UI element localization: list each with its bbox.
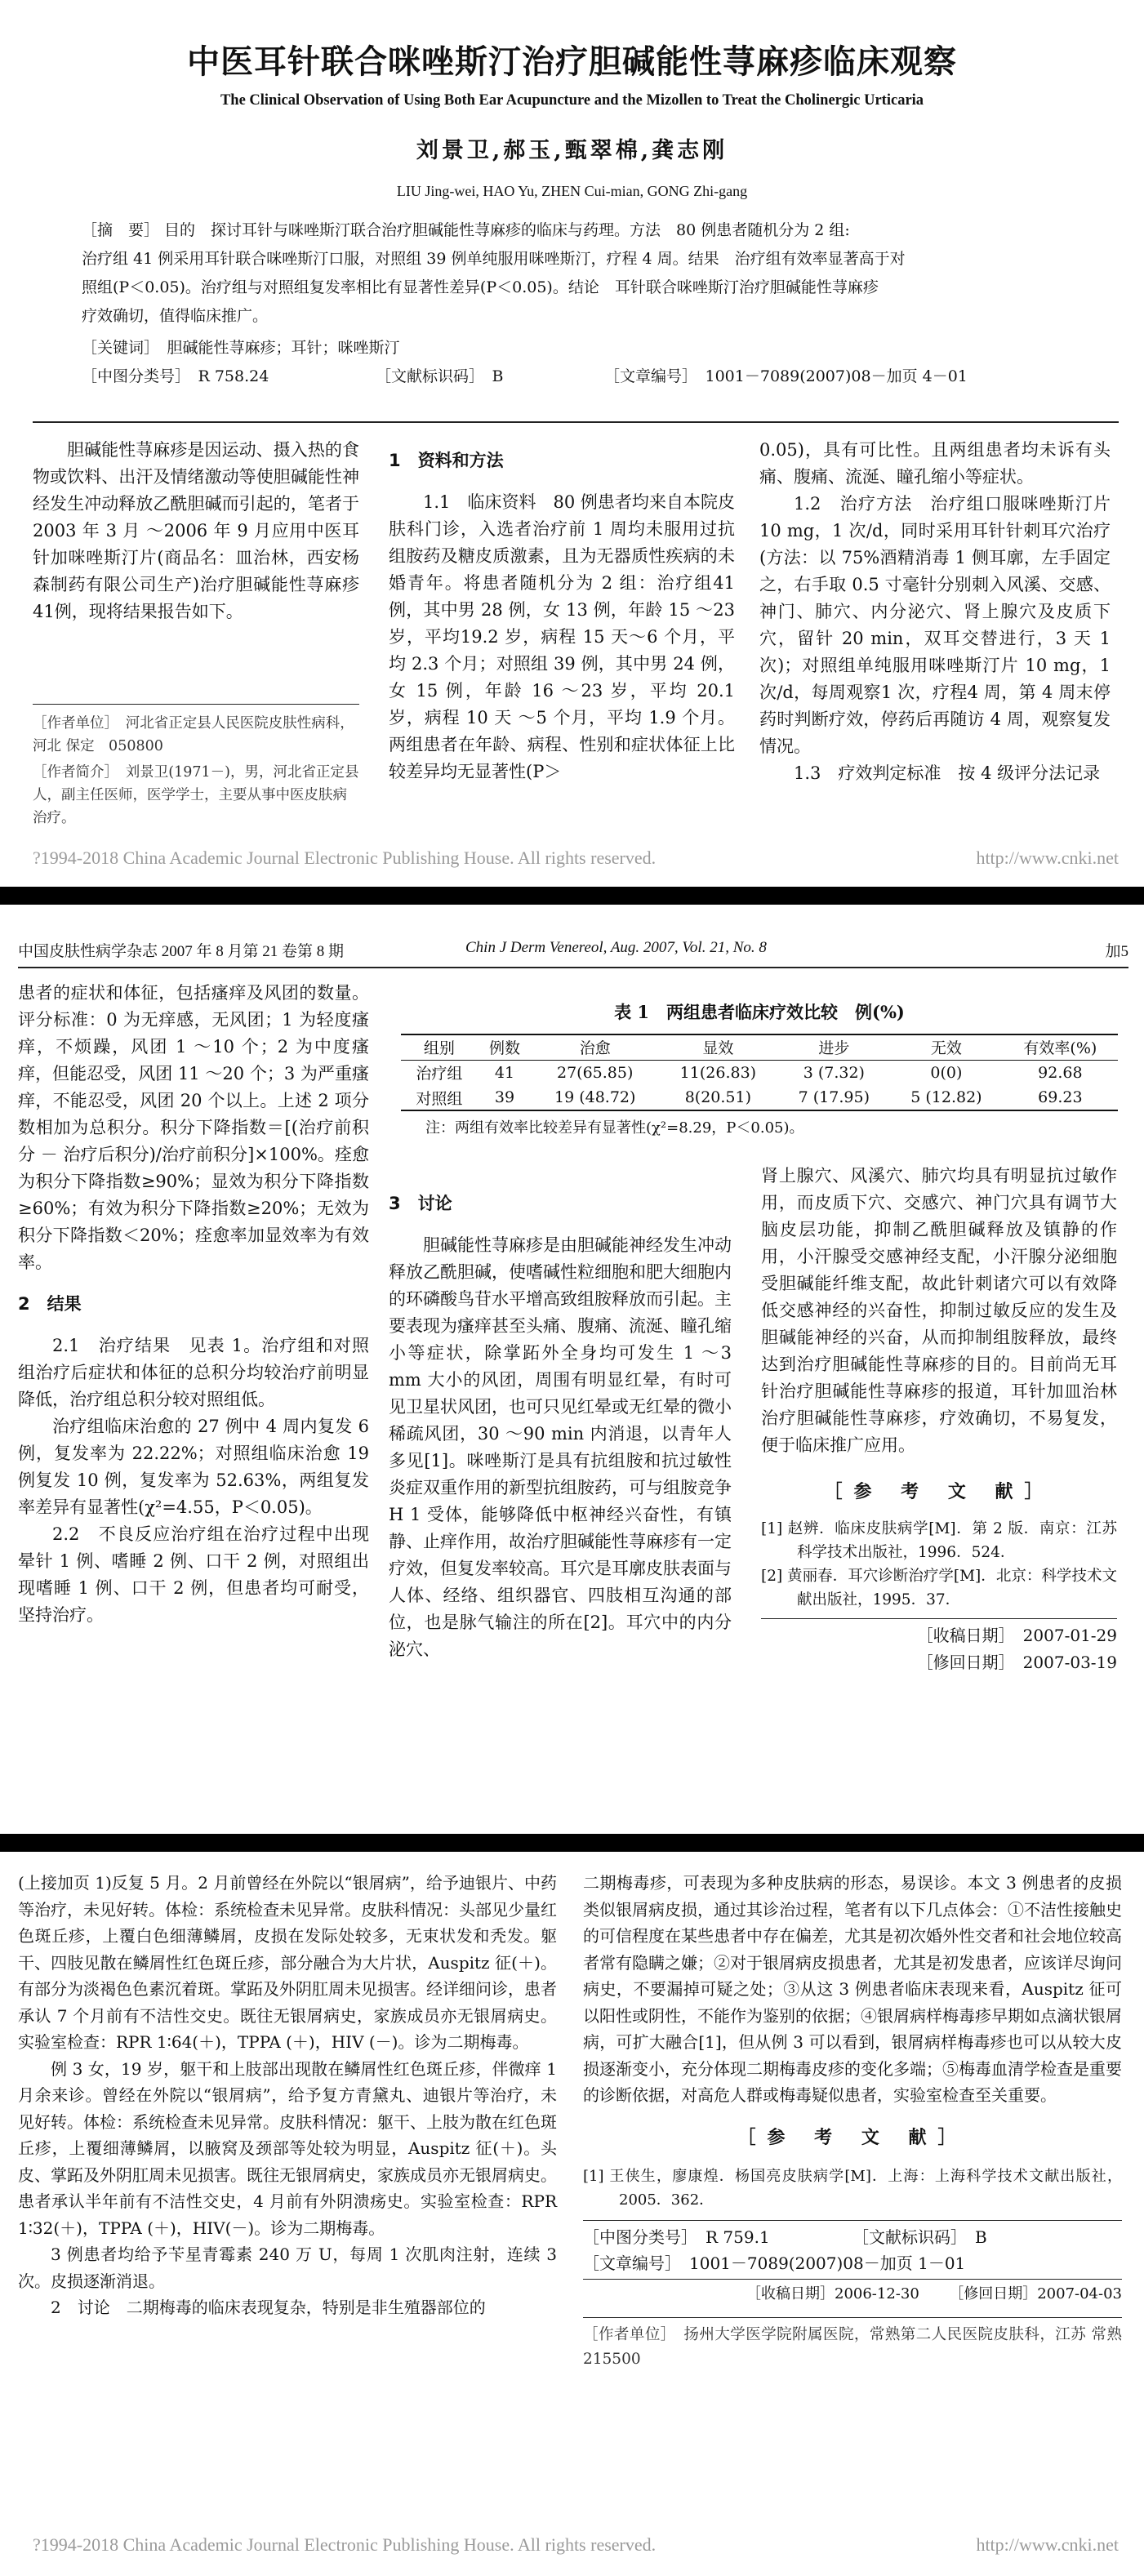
article-title: 中医耳针联合咪唑斯汀治疗胆碱能性荨麻疹临床观察	[187, 42, 957, 81]
article-number: ［文章编号］ 1001－7089(2007)08－加页 1－01	[583, 2253, 966, 2273]
abstract	[82, 216, 1070, 391]
paragraph: 1.3 疗效判定标准 按 4 级评分法记录	[794, 763, 1101, 783]
table-cell: 69.23	[1038, 1088, 1083, 1106]
table-header: 组别	[423, 1039, 455, 1058]
paragraph: 1.1 临床资料 80 例患者均来自本院皮肤科门诊，入选者治疗前 1 周均未服用过抗组胺药及糖皮质激素，且为无器质性疾病的未婚青年。将患者随机分为 2 组：治疗组41 例，其中男 28 例，女 13 例，年龄 15 ～23 岁，平均19.2 岁，病程 15 天～6 个月，平均 2.3 个月；对照组 39 例，其中男 24 例，女 15 例，年龄 16 ～23 岁，平均 20.1 岁，病程 10 天 ～5 个月，平均 1.9 个月。两组患者在年龄、病程、性别和症状体征上比较差异均无显著性(P＞	[389, 492, 735, 781]
reference-item: [1] 王侠生，廖康煌．杨国亮皮肤病学[M]．上海：上海科学技术文献出版社，2005．362．	[583, 2168, 1122, 2209]
table-row	[401, 1085, 1118, 1110]
table-note: 注：两组有效率比较差异有显著性(χ²=8.29，P＜0.05)。	[425, 1119, 804, 1137]
page-number: 加5	[1105, 943, 1128, 960]
results-table	[401, 999, 1118, 1137]
divider	[583, 2279, 1122, 2280]
received-date: ［收稿日期］2006-12-30	[746, 2285, 919, 2302]
column-1	[18, 980, 369, 1629]
table-row	[401, 1060, 1118, 1085]
abstract-line: ［摘 要］ 目的 探讨耳针与咪唑斯汀联合治疗胆碱能性荨麻疹的临床与药理。方法 80 例患者随机分为 2 组:	[82, 221, 850, 239]
page-3	[0, 1852, 1144, 2576]
abstract-line: 疗效确切，值得临床推广。	[82, 307, 269, 325]
table-cell: 92.68	[1038, 1063, 1083, 1082]
paragraph: 肾上腺穴、风溪穴、肺穴均具有明显抗过敏作用，而皮质下穴、交感穴、神门穴具有调节大脑皮层功能，抑制乙酰胆碱释放及镇静的作用，小汗腺受交感神经支配，小汗腺分泌细胞受胆碱能纤维支配，故此针刺诸穴可以有效降低交感神经的兴奋性，抑制过敏反应的发生及胆碱能神经的兴奋，从而抑制组胺释放，最终达到治疗胆碱能性荨麻疹的目的。目前尚无耳针治疗胆碱能性荨麻疹的报道，耳针加皿治林治疗胆碱能性荨麻疹，疗效确切，不易复发，便于临床推广应用。	[761, 1166, 1117, 1455]
section-heading: 3 讨论	[389, 1194, 452, 1213]
table-header: 有效率(%)	[1023, 1039, 1097, 1058]
header-rule	[18, 967, 1128, 968]
watermark-text: ?1994-2018 China Academic Journal Electronic Publishing House. All rights reserved.	[33, 2534, 657, 2555]
table-caption: 表 1 两组患者临床疗效比较 例(%)	[614, 1002, 905, 1022]
divider	[33, 421, 1119, 423]
watermark-url: http://www.cnki.net	[976, 848, 1119, 868]
page-2	[0, 905, 1144, 1834]
watermark-text: ?1994-2018 China Academic Journal Electronic Publishing House. All rights reserved.	[33, 848, 657, 868]
article-number: ［文章编号］ 1001－7089(2007)08－加页 4－01	[604, 367, 968, 385]
footnote	[33, 712, 359, 830]
column-3	[761, 1163, 1117, 1676]
paragraph: 二期梅毒疹，可表现为多种皮肤病的形态，易误诊。本文 3 例患者的皮损类似银屑病皮损，通过其诊治过程，笔者有以下几点体会：①不洁性接触史的可信程度在某些患者中存在偏差，尤其是初次婚外性交者和社会地位较高者常有隐瞒之嫌；②对于银屑病皮损患者，尤其是初发患者，应该详尽询问病史，不要漏掉可疑之处；③从这 3 例患者临床表现来看，Auspitz 征可以阳性或阴性，不能作为鉴别的依据；④银屑病样梅毒疹早期如点滴状银屑病，可扩大融合[1]，但从例 3 可以看到，银屑病样梅毒疹也可以从较大皮损逐渐变小，充分体现二期梅毒皮疹的变化多端；⑤梅毒血清学检查是重要的诊断依据，对高危人群或梅毒疑似患者，实验室检查至关重要。	[583, 1873, 1122, 2105]
paragraph: 0.05)，具有可比性。且两组患者均未诉有头痛、腹痛、流涎、瞳孔缩小等症状。	[759, 440, 1111, 487]
paragraph: 例 3 女，19 岁，躯干和上肢部出现散在鳞屑性红色斑丘疹，伴微痒 1 月余来诊。曾经在外院以“银屑病”，给予复方青黛丸、迪银片等治疗，未见好转。体检：系统检查未见异常。皮肤科情况：躯干、上肢为散在红色斑丘疹，上覆细薄鳞屑，以腋窝及颈部等处较为明显，Auspitz 征(＋)。头皮、掌跖及外阴肛周未见损害。既往无银屑病史，家族成员亦无银屑病史。患者承认半年前有不洁性交史，4 月前有外阴溃疡史。实验室检查：RPR 1∶32(＋)，TPPA (＋)，HIV(－)。诊为二期梅毒。	[18, 2058, 557, 2238]
table-cell: 对照组	[416, 1089, 463, 1108]
abstract-line: 照组(P＜0.05)。治疗组与对照组复发率相比有显著性差异(P＜0.05)。结论 耳针联合咪唑斯汀治疗胆碱能性荨麻疹	[82, 278, 879, 296]
divider	[583, 2317, 1122, 2318]
table-cell: 治疗组	[416, 1065, 463, 1083]
paragraph: 胆碱能性荨麻疹是由胆碱能神经发生冲动释放乙酰胆碱，使嗜碱性粒细胞和肥大细胞内的环磷酸鸟苷水平增高致组胺释放而引起。主要表现为瘙痒甚至头痛、腹痛、流涎、瞳孔缩小等症状，除掌跖外全身均可发生 1 ～3 mm 大小的风团，周围有明显红晕，有时可见卫星状风团，也可只见红晕或无红晕的微小稀疏风团，30 ～90 min 内消退，以青年人多见[1]。咪唑斯汀是具有抗组胺和抗过敏性炎症双重作用的新型抗组胺药，可与组胺竞争 H 1 受体，能够降低中枢神经兴奋性，有镇静、止痒作用，故治疗胆碱能性荨麻疹有一定疗效，但复发率较高。耳穴是耳廓皮肤表面与人体、经络、组织器官、四肢相互沟通的部位，也是脉气输注的所在[2]。耳穴中的内分泌穴、	[389, 1235, 732, 1659]
table-cell: 5 (12.82)	[910, 1088, 982, 1106]
table-cell: 39	[494, 1088, 515, 1106]
references-heading: ［参 考 文 献］	[737, 2127, 968, 2148]
paragraph: 3 例患者均给予苄星青霉素 240 万 U，每周 1 次肌肉注射，连续 3 次。皮损逐渐消退。	[18, 2245, 557, 2291]
column-2	[389, 447, 735, 785]
table	[401, 1034, 1118, 1111]
watermark	[33, 848, 1119, 869]
column-1	[33, 437, 359, 625]
clc-number: ［中图分类号］ R 759.1	[583, 2227, 770, 2247]
divider	[761, 1618, 1117, 1619]
table-header: 治愈	[579, 1039, 611, 1058]
clc-number: ［中图分类号］ R 758.24	[82, 367, 269, 385]
table-cell: 11(26.83)	[679, 1063, 757, 1082]
table-header-row	[401, 1034, 1118, 1060]
column-2	[583, 1870, 1137, 2372]
author-unit: ［作者单位］ 扬州大学医学院附属医院，常熟第二人民医院皮肤科，江苏 常熟 215500	[583, 2325, 1137, 2368]
author-unit: ［作者单位］ 河北省正定县人民医院皮肤性病科，河北 保定 050800	[33, 715, 354, 754]
document-code: ［文献标识码］ B	[852, 2227, 987, 2247]
paragraph: 患者的症状和体征，包括瘙痒及风团的数量。评分标准：0 为无痒感，无风团；1 为轻度瘙痒，不烦躁，风团 1 ～10 个；2 为中度瘙痒，但能忍受，风团 11 ～20 个；3 为严重瘙痒，不能忍受，风团 20 个以上。上述 2 项分数相加为总积分。积分下降指数＝[(治疗前积分 － 治疗后积分)/治疗前积分]×100%。痊愈为积分下降指数≥90%；显效为积分下降指数≥60%；有效为积分下降指数≥20%；无效为积分下降指数＜20%；痊愈率加显效率为有效率。	[18, 983, 369, 1272]
table-cell: 0(0)	[930, 1063, 963, 1082]
paragraph: 2 讨论 二期梅毒的临床表现复杂，特别是非生殖器部位的	[51, 2298, 486, 2317]
table-cell: 8(20.51)	[684, 1088, 752, 1106]
abstract-line: 治疗组 41 例采用耳针联合咪唑斯汀口服，对照组 39 例单纯服用咪唑斯汀，疗程 4 周。结果 治疗组有效率显著高于对	[82, 250, 906, 268]
reference-item: [1] 赵辨．临床皮肤病学[M]．第 2 版．南京：江苏科学技术出版社，1996．524．	[761, 1520, 1117, 1561]
document-code: ［文献标识码］ B	[376, 367, 504, 385]
revised-date: ［修回日期］ 2007-03-19	[916, 1653, 1117, 1672]
article-title-en: The Clinical Observation of Using Both Ear Acupuncture and the Mizollen to Treat the Cholinergic Urticaria	[220, 92, 924, 109]
table-cell: 41	[494, 1063, 515, 1082]
classification-row	[583, 2224, 1122, 2250]
watermark-url: http://www.cnki.net	[976, 2534, 1119, 2555]
column-2	[389, 1190, 732, 1663]
column-3	[759, 437, 1111, 787]
page-gap	[0, 887, 1144, 905]
article-authors-en: LIU Jing-wei, HAO Yu, ZHEN Cui-mian, GONG Zhi-gang	[396, 183, 748, 199]
classification-row	[82, 363, 1070, 391]
paragraph: (上接加页 1)反复 5 月。2 月前曾经在外院以“银屑病”，给予迪银片、中药等治疗，未见好转。体检：系统检查未见异常。皮肤科情况：头部见少量红色斑丘疹，上覆白色细薄鳞屑，皮损在发际处较多，无束状发和秃发。躯干、四肢见散在鳞屑性红色斑丘疹，部分融合为大片状，Auspitz 征(＋)。有部分为淡褐色色素沉着斑。掌跖及外阴肛周未见损害。经详细问诊，患者承认 7 个月前有不洁性交史。既往无银屑病史，家族成员亦无银屑病史。实验室检查：RPR 1∶64(＋)，TPPA (＋)，HIV (－)。诊为二期梅毒。	[18, 1873, 557, 2052]
paragraph: 2.2 不良反应治疗组在治疗过程中出现晕针 1 例、嗜睡 2 例、口干 2 例，对照组出现嗜睡 1 例、口干 2 例，但患者均可耐受，坚持治疗。	[18, 1524, 369, 1625]
section-heading: 1 资料和方法	[389, 451, 504, 470]
header-journal-cn: 中国皮肤性病学杂志 2007 年 8 月第 21 卷第 8 期	[18, 943, 345, 960]
table-header: 显效	[702, 1039, 734, 1058]
header-journal-en: Chin J Derm Venereol, Aug. 2007, Vol. 21, No. 8	[465, 939, 767, 956]
paragraph: 1.2 治疗方法 治疗组口服咪唑斯汀片 10 mg，1 次/d，同时采用耳针针刺耳穴治疗(方法：以 75%酒精消毒 1 侧耳廓，左手固定之，右手取 0.5 寸毫针分别刺入风溪、交感、神门、肺穴、内分泌穴、肾上腺穴及皮质下穴，留针 20 min，双耳交替进行，3 天 1 次)；对照组单纯服用咪唑斯汀片 10 mg，1 次/d，每周观察1 次，疗程4 周，第 4 周末停药时判断疗效，停药后再随访 4 周，观察复发情况。	[759, 494, 1111, 756]
paragraph: 2.1 治疗结果 见表 1。治疗组和对照组治疗后症状和体征的总积分均较治疗前明显降低，治疗组总积分较对照组低。	[18, 1336, 369, 1409]
table-cell: 7 (17.95)	[798, 1088, 870, 1106]
divider	[583, 2220, 1122, 2221]
page-1	[0, 0, 1144, 887]
intro-paragraph: 胆碱能性荨麻疹是因运动、摄入热的食物或饮料、出汗及情绪激动等使胆碱能性神经发生冲动释放乙酰胆碱而引起的，笔者于 2003 年 3 月 ～2006 年 9 月应用中医耳针加咪唑斯汀片(商品名：皿治林，西安杨森制药有限公司生产)治疗胆碱能性荨麻疹41例，现将结果报告如下。	[33, 440, 359, 621]
table-cell: 27(65.85)	[557, 1063, 634, 1082]
table-header: 无效	[930, 1039, 962, 1058]
article-authors: 刘景卫,郝玉,甄翠棉,龚志刚	[416, 138, 728, 163]
revised-date: ［修回日期］2007-04-03	[949, 2285, 1122, 2302]
table-header: 进步	[818, 1039, 850, 1058]
paragraph: 治疗组临床治愈的 27 例中 4 周内复发 6 例，复发率为 22.22%；对照组临床治愈 19 例复发 10 例，复发率为 52.63%，两组复发率差异有显著性(χ²=4.55，P＜0.05)。	[18, 1417, 369, 1517]
keywords: ［关键词］ 胆碱能性荨麻疹；耳针；咪唑斯汀	[82, 339, 400, 357]
author-intro: ［作者简介］ 刘景卫(1971－)，男，河北省正定县人，副主任医师，医学学士，主要从事中医皮肤病治疗。	[33, 764, 359, 826]
footnote-divider	[33, 704, 359, 705]
section-heading: 2 结果	[18, 1294, 82, 1314]
page-gap	[0, 1834, 1144, 1852]
reference-item: [2] 黄丽春．耳穴诊断治疗学[M]．北京：科学技术文献出版社，1995．37．	[761, 1568, 1117, 1608]
table-header: 例数	[489, 1039, 521, 1058]
watermark	[33, 2534, 1119, 2556]
column-1	[18, 1870, 557, 2321]
dates-row	[583, 2281, 1122, 2306]
table-cell: 19 (48.72)	[554, 1088, 636, 1106]
table-cell: 3 (7.32)	[803, 1063, 865, 1082]
received-date: ［收稿日期］ 2007-01-29	[916, 1626, 1117, 1645]
references-heading: ［参 考 文 献］	[824, 1482, 1054, 1502]
